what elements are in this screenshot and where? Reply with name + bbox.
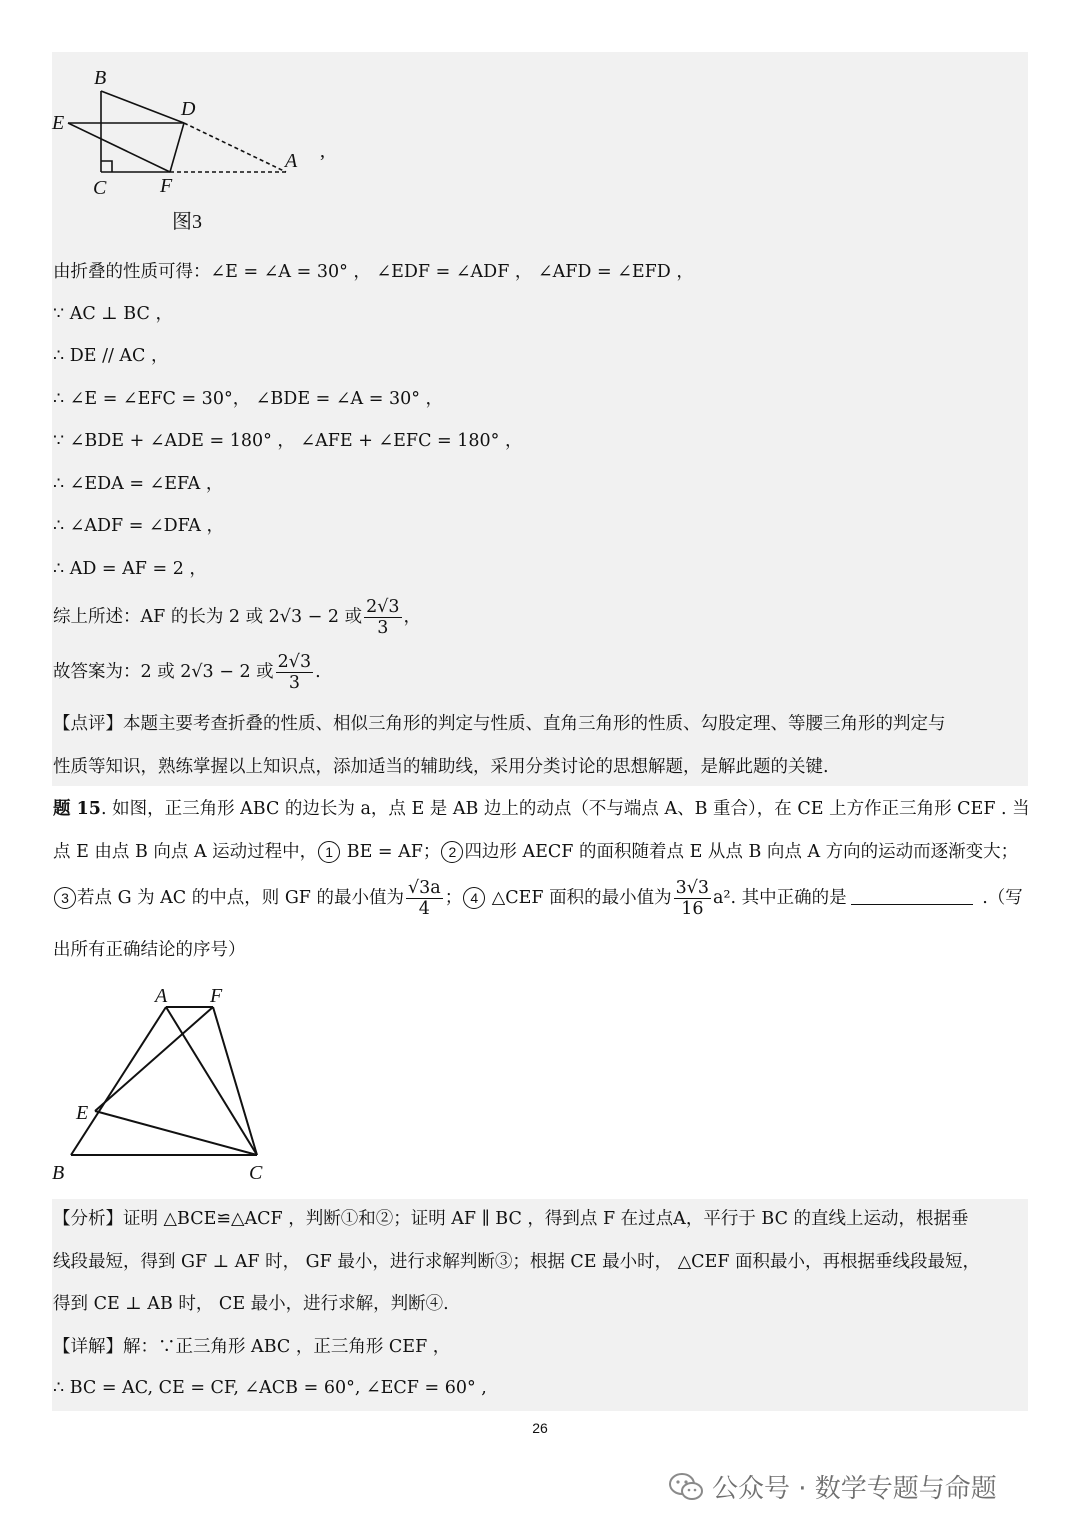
watermark-text: 公众号 · 数学专题与命题 <box>712 1474 997 1504</box>
detail-line-2: ∴ BC = AC, CE = CF, ∠ACB = 60°, ∠ECF = 60° , <box>53 1378 487 1398</box>
solution-line-7: ∴ ∠ADF = ∠DFA ， <box>53 516 224 536</box>
answer-blank[interactable] <box>851 888 973 905</box>
fig15-label-F: F <box>210 985 223 1007</box>
fig3-label-F: F <box>160 175 173 197</box>
solution-line-6: ∴ ∠EDA = ∠EFA ， <box>53 474 224 494</box>
answer-frac-num: 2√3 <box>277 652 312 672</box>
problem-15-text-2a: 点 E 由点 B 向点 A 运动过程中， <box>53 842 318 862</box>
fig15-label-A: A <box>155 985 168 1007</box>
analysis-line-1: 【分析】证明 △BCE≌△ACF ，判断①和②；证明 AF ∥ BC ，得到点 F 在过点A，平行于 BC 的直线上运动，根据垂 <box>53 1209 969 1229</box>
fig3-label-A: A <box>285 150 298 172</box>
summary-text: 综上所述：AF 的长为 2 或 2√3 − 2 或 <box>53 607 363 627</box>
analysis-line-3: 得到 CE ⊥ AB 时， CE 最小，进行求解，判断④. <box>53 1294 449 1314</box>
fig15-label-E: E <box>76 1102 89 1124</box>
figure-3 <box>50 62 340 242</box>
comment-line-1: 【点评】本题主要考查折叠的性质、相似三角形的判定与性质、直角三角形的性质、勾股定理、等腰三角形的判定与 <box>53 714 946 734</box>
summary-fraction <box>364 597 401 638</box>
area-frac-den: 16 <box>681 899 704 919</box>
problem-15-line-4: 出所有正确结论的序号） <box>53 940 246 960</box>
answer-text: 故答案为：2 或 2√3 − 2 或 <box>53 662 274 682</box>
solution-line-4: ∴ ∠E = ∠EFC = 30°， ∠BDE = ∠A = 30° ， <box>53 389 444 409</box>
fig3-label-E: E <box>52 112 65 134</box>
problem-15-text-1: . 如图，正三角形 ABC 的边长为 a，点 E 是 AB 边上的动点（不与端点 A、B 重合），在 CE 上方作正三角形 CEF . 当 <box>100 799 1030 819</box>
solution-line-8: ∴ AD = AF = 2 ， <box>53 559 207 579</box>
solution-line-5: ∵ ∠BDE + ∠ADE = 180° ， ∠AFE + ∠EFC = 180° ， <box>53 431 523 451</box>
fig15-label-B: B <box>52 1162 65 1184</box>
figure-15 <box>48 980 288 1190</box>
problem-15-label: 题 15 <box>53 799 101 819</box>
fig3-label-B: B <box>94 67 107 89</box>
answer-line <box>53 652 321 693</box>
answer-punct: . <box>315 662 321 682</box>
problem-15-line-3 <box>53 878 1023 919</box>
gf-frac-den: 4 <box>418 899 430 919</box>
problem-15-text-3e: .（写 <box>976 888 1023 908</box>
summary-frac-num: 2√3 <box>366 597 400 617</box>
answer-frac-den: 3 <box>288 673 300 693</box>
solution-summary-line <box>53 597 421 638</box>
comment-line-2: 性质等知识，熟练掌握以上知识点，添加适当的辅助线，采用分类讨论的思想解题，是解此题的关键. <box>53 757 829 777</box>
circled-number-2: 2 <box>441 841 463 863</box>
area-min-fraction <box>674 878 711 919</box>
fig3-caption: 图3 <box>172 211 202 233</box>
answer-fraction <box>276 652 313 693</box>
summary-punct: ， <box>403 607 421 627</box>
fig3-label-D: D <box>181 98 196 120</box>
gf-min-fraction <box>406 878 443 919</box>
solution-line-2: ∵ AC ⊥ BC ， <box>53 304 173 324</box>
wechat-icon <box>668 1472 704 1502</box>
summary-frac-den: 3 <box>377 618 389 638</box>
problem-15-line-2 <box>53 840 1018 864</box>
circled-number-1: 1 <box>318 841 340 863</box>
problem-15-text-2b: BE = AF； <box>341 842 441 862</box>
fig3-comma: , <box>320 140 325 162</box>
solution-line-3: ∴ DE // AC ， <box>53 346 169 366</box>
detail-line-1: 【详解】解：∵正三角形 ABC ，正三角形 CEF ， <box>53 1337 451 1357</box>
wechat-watermark <box>668 1468 997 1505</box>
analysis-line-2: 线段最短，得到 GF ⊥ AF 时， GF 最小，进行求解判断③；根据 CE 最小时， △CEF 面积最小，再根据垂线段最短， <box>53 1252 981 1272</box>
problem-15-text-3c: △CEF 面积的最小值为 <box>486 888 672 908</box>
fig3-label-C: C <box>93 177 107 199</box>
gf-frac-num: √3a <box>408 878 441 898</box>
problem-15-line-1 <box>53 797 1030 821</box>
solution-line-1: 由折叠的性质可得：∠E = ∠A = 30° ， ∠EDF = ∠ADF ， ∠AFD = ∠EFD ， <box>53 262 694 282</box>
circled-number-4: 4 <box>463 887 485 909</box>
problem-15-text-3a: 若点 G 为 AC 的中点，则 GF 的最小值为 <box>77 888 405 908</box>
problem-15-text-2c: 四边形 AECF 的面积随着点 E 从点 B 向点 A 方向的运动而逐渐变大； <box>464 842 1019 862</box>
area-frac-num: 3√3 <box>675 878 710 898</box>
problem-15-text-3b: ； <box>444 888 463 908</box>
circled-number-3: 3 <box>54 887 76 909</box>
page-number: 26 <box>532 1420 548 1436</box>
problem-15-text-3d: a². 其中正确的是 <box>713 888 847 908</box>
fig15-label-C: C <box>249 1162 263 1184</box>
